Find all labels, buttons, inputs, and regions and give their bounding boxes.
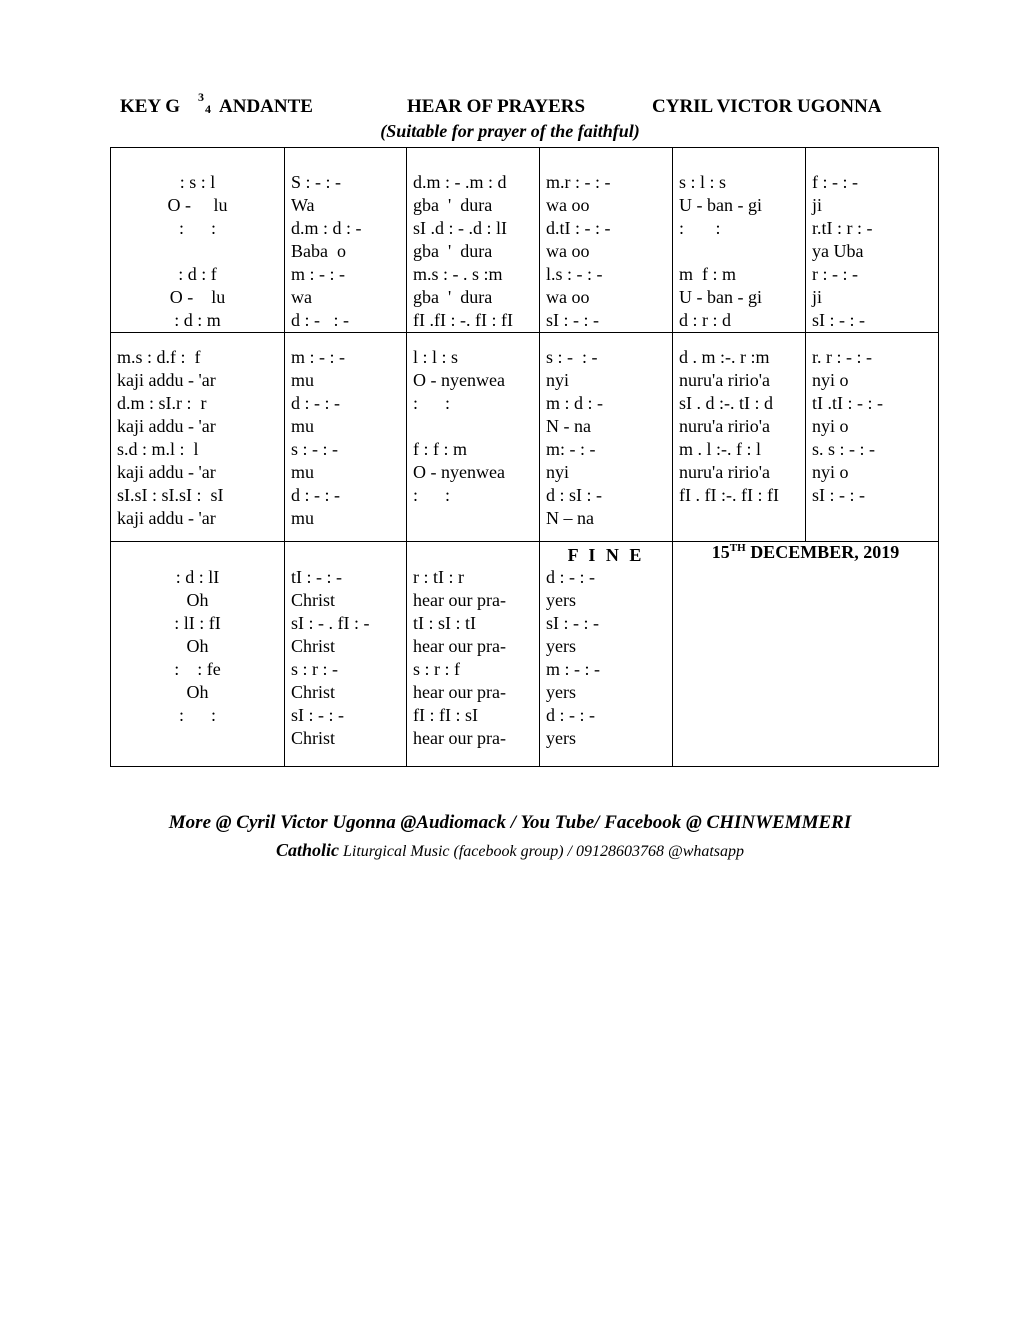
lyric-text: Oh — [186, 590, 209, 610]
solfa-notes: d.m : sI.r : r — [117, 393, 207, 413]
lyric-text: nyi o — [812, 370, 849, 390]
solfa-notes: d : - : - — [546, 567, 595, 587]
lyric-text: Oh — [186, 682, 209, 702]
lyric-text: hear our pra- — [413, 636, 506, 656]
solfa-notes: d : sI : - — [546, 485, 602, 505]
solfa-notes: d : - : - — [291, 393, 340, 413]
lyric-text: yers — [546, 590, 576, 610]
solfa-notes: m.s : d.f : f — [117, 347, 201, 367]
lyric-text: yers — [546, 728, 576, 748]
solfa-notes: fI . fI :-. fI : fI — [679, 485, 779, 505]
solfa-notes: : : — [178, 705, 216, 725]
solfa-notes: sI.sI : sI.sI : sI — [117, 485, 224, 505]
solfa-notes: : s : l — [179, 172, 216, 192]
tempo-marking: ANDANTE — [219, 96, 313, 117]
lyric-text: nuru'a ririo'a — [679, 370, 770, 390]
solfa-notes: d.m : d : - — [291, 218, 362, 238]
measure-cell — [540, 542, 673, 767]
measure-cell — [540, 333, 673, 542]
time-signature-bottom: 4 — [205, 102, 211, 116]
measure-cell — [285, 542, 407, 767]
solfa-notes: tI : sI : tI — [413, 613, 476, 633]
solfa-notes: fI .fI : -. fI : fI — [413, 310, 513, 330]
solfa-notes: r : tI : r — [413, 567, 464, 587]
solfa-notes: s : r : - — [291, 659, 338, 679]
measure-cell — [111, 333, 285, 542]
solfa-notes: m : d : - — [546, 393, 603, 413]
solfa-notes: sI . d :-. tI : d — [679, 393, 773, 413]
lyric-text: O - lu — [167, 195, 228, 215]
lyric-text: nyi o — [812, 462, 849, 482]
solfa-notes: fI : fI : sI — [413, 705, 478, 725]
solfa-notes: sI : - : - — [546, 613, 599, 633]
lyric-text: wa oo — [546, 241, 590, 261]
footer-contact: Catholic Liturgical Music (facebook group) / 09128603768 @whatsapp — [275, 840, 745, 860]
solfa-notes: S : - : - — [291, 172, 342, 192]
solfa-notes: r : - : - — [812, 264, 858, 284]
solfa-notes: sI : - : - — [546, 310, 599, 330]
solfa-notes: d : - : - — [291, 485, 340, 505]
lyric-text: Christ — [291, 590, 336, 610]
measure-cell — [407, 542, 540, 767]
score-header — [0, 90, 1020, 122]
measure-cell — [111, 542, 285, 767]
measure-cell — [540, 148, 673, 333]
measure-cell — [806, 148, 939, 333]
lyric-text: nyi — [546, 462, 570, 482]
lyric-text: wa oo — [546, 195, 590, 215]
measure-cell — [285, 333, 407, 542]
lyric-text: kaji addu - 'ar — [117, 462, 216, 482]
measure-cell — [806, 333, 939, 542]
measure-cell — [111, 148, 285, 333]
footer-social-links: More @ Cyril Victor Ugonna @Audiomack / You Tube/ Facebook @ CHINWEMMERI — [168, 812, 852, 833]
solfa-notes: sI .d : - .d : lI — [413, 218, 507, 238]
lyric-text: gba ' dura — [413, 241, 493, 261]
lyric-text: kaji addu - 'ar — [117, 508, 216, 528]
solfa-notes: sI : - : - — [291, 705, 344, 725]
lyric-text: hear our pra- — [413, 728, 506, 748]
fine-marking: F I N E — [567, 545, 645, 565]
score-row-3 — [111, 542, 939, 767]
composer-name: CYRIL VICTOR UGONNA — [652, 96, 882, 117]
lyric-text — [413, 507, 533, 530]
solfa-notes: : : — [679, 218, 721, 238]
lyric-text: hear our pra- — [413, 590, 506, 610]
lyric-text: nuru'a ririo'a — [679, 416, 770, 436]
score-row-2 — [111, 333, 939, 542]
solfa-notes: : : fe — [174, 659, 221, 679]
solfa-notes: sI : - . fI : - — [291, 613, 370, 633]
lyric-text: gba ' dura — [413, 195, 493, 215]
measure-cell — [673, 148, 806, 333]
lyric-text: kaji addu - 'ar — [117, 416, 216, 436]
lyric-text: mu — [291, 508, 315, 528]
score-row-1 — [111, 148, 939, 333]
measure-cell — [673, 333, 806, 542]
solfa-notes: d : r : d — [679, 310, 731, 330]
lyric-text: gba ' dura — [413, 287, 493, 307]
lyric-text: Christ — [291, 636, 336, 656]
solfa-notes: d.tI : - : - — [546, 218, 611, 238]
solfa-notes: r.tI : r : - — [812, 218, 873, 238]
lyric-text: mu — [291, 370, 315, 390]
solfa-notes: : lI : fI — [174, 613, 221, 633]
lyric-text: O - lu — [169, 287, 226, 307]
solfa-notes: : : — [178, 218, 216, 238]
lyric-text — [117, 240, 278, 263]
key-signature: KEY G — [120, 96, 180, 117]
lyric-text: Christ — [291, 682, 336, 702]
lyric-text: N – na — [546, 508, 594, 528]
lyric-text: mu — [291, 416, 315, 436]
solfa-notes: m: - : - — [546, 439, 596, 459]
lyric-text: hear our pra- — [413, 682, 506, 702]
solfa-notes: s. s : - : - — [812, 439, 875, 459]
solfa-notes: f : f : m — [413, 439, 467, 459]
solfa-notes: s : - : - — [291, 439, 338, 459]
lyric-text: nyi o — [812, 416, 849, 436]
solfa-notes: s : l : s — [679, 172, 727, 192]
lyric-text: nyi — [546, 370, 570, 390]
solfa-notes: : d : lI — [175, 567, 220, 587]
solfa-notes: s : - : - — [546, 347, 598, 367]
lyric-text: kaji addu - 'ar — [117, 370, 216, 390]
solfa-notes: m f : m — [679, 264, 736, 284]
lyric-text: N - na — [546, 416, 591, 436]
measure-cell — [285, 148, 407, 333]
composition-date: 15TH DECEMBER, 2019 — [673, 542, 939, 767]
solfa-notes: d : - : - — [546, 705, 595, 725]
lyric-text: wa oo — [546, 287, 590, 307]
song-title: HEAR OF PRAYERS — [407, 96, 586, 117]
solfa-notes: f : - : - — [812, 172, 858, 192]
lyric-text: mu — [291, 462, 315, 482]
solfa-notes: : : — [413, 393, 451, 413]
solfa-notes: tI .tI : - : - — [812, 393, 883, 413]
solfa-notes: : : — [413, 485, 451, 505]
lyric-text: yers — [546, 636, 576, 656]
lyric-text: O - nyenwea — [413, 462, 505, 482]
time-signature-top: 3 — [198, 90, 204, 104]
solfa-notes: m . l :-. f : l — [679, 439, 761, 459]
lyric-text: O - nyenwea — [413, 370, 505, 390]
solfa-notes: m : - : - — [546, 659, 600, 679]
solfa-notes: tI : - : - — [291, 567, 342, 587]
lyric-text: ji — [812, 195, 823, 215]
solfa-notes: s : r : f — [413, 659, 460, 679]
lyric-text: U - ban - gi — [679, 287, 762, 307]
solfa-notes: m.r : - : - — [546, 172, 611, 192]
solfa-notes: : d : m — [174, 310, 221, 330]
lyric-text: wa — [291, 287, 312, 307]
lyric-text — [413, 415, 533, 438]
solfa-notes: l.s : - : - — [546, 264, 603, 284]
solfa-notes: m : - : - — [291, 264, 345, 284]
solfa-notes: m.s : - . s :m — [413, 264, 503, 284]
tonic-solfa-score-table — [110, 147, 939, 767]
lyric-text: U - ban - gi — [679, 195, 762, 215]
solfa-notes: sI : - : - — [812, 485, 865, 505]
lyric-text: nuru'a ririo'a — [679, 462, 770, 482]
solfa-notes: l : l : s — [413, 347, 459, 367]
song-subtitle: (Suitable for prayer of the faithful) — [380, 121, 640, 141]
lyric-text: Christ — [291, 728, 336, 748]
solfa-notes: d.m : - .m : d — [413, 172, 507, 192]
solfa-notes: sI : - : - — [812, 310, 865, 330]
lyric-text: ya Uba — [812, 241, 864, 261]
lyric-text — [679, 240, 799, 263]
solfa-notes: : d : f — [178, 264, 217, 284]
lyric-text: Baba o — [291, 241, 346, 261]
lyric-text: Oh — [186, 636, 209, 656]
solfa-notes: d . m :-. r :m — [679, 347, 770, 367]
measure-cell — [407, 333, 540, 542]
lyric-text: ji — [812, 287, 823, 307]
solfa-notes: s.d : m.l : l — [117, 439, 199, 459]
solfa-notes: d : - : - — [291, 310, 349, 330]
solfa-notes: m : - : - — [291, 347, 345, 367]
solfa-notes: r. r : - : - — [812, 347, 872, 367]
lyric-text: Wa — [291, 195, 315, 215]
lyric-text: yers — [546, 682, 576, 702]
measure-cell — [407, 148, 540, 333]
